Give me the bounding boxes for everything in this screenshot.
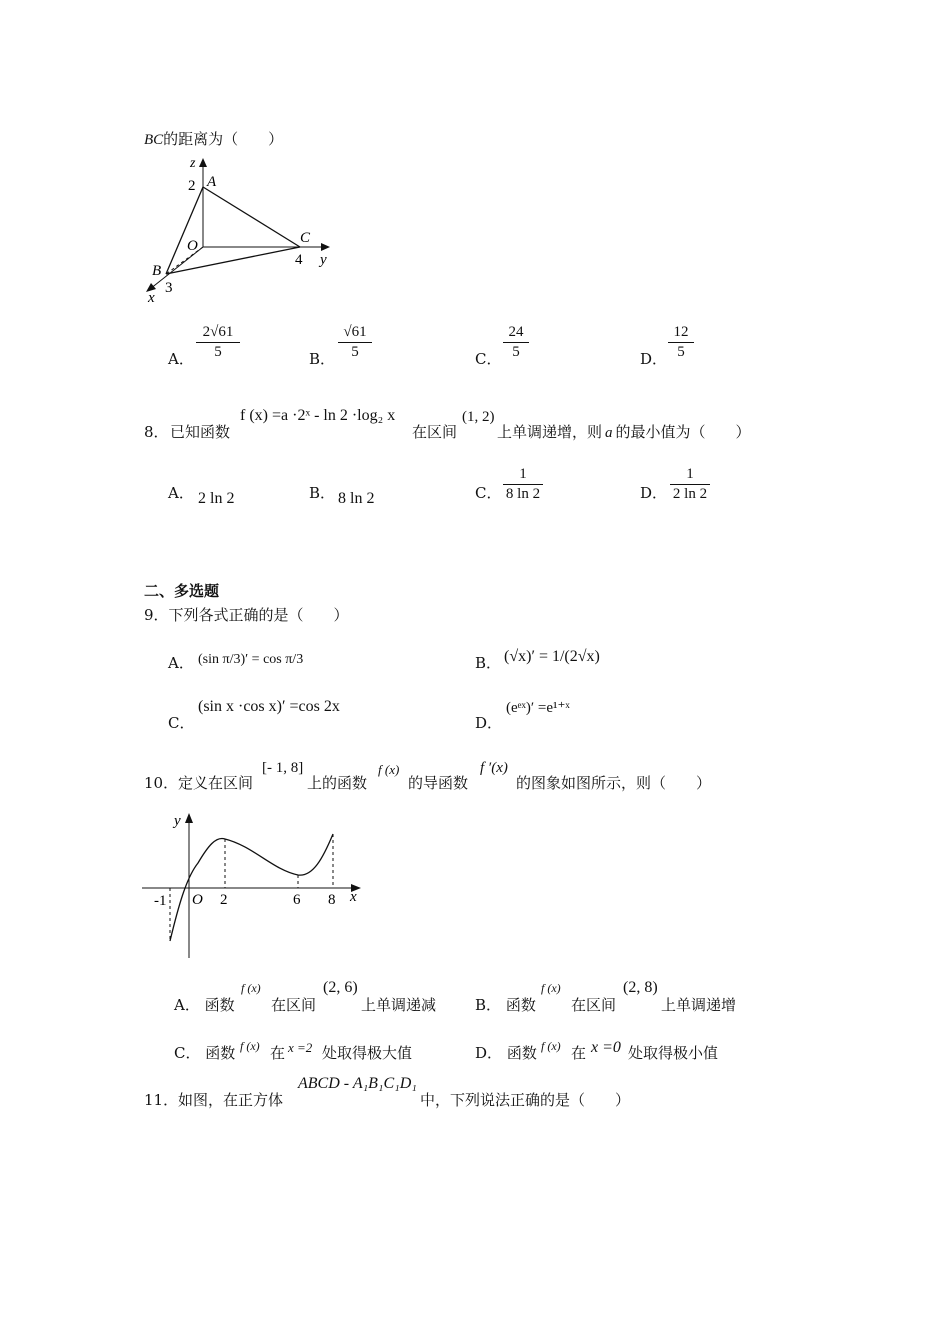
q10-end: 的图象如图所示，则（ ） bbox=[516, 774, 712, 792]
graph-x-label: x bbox=[350, 889, 357, 905]
q10-option-a-fx: f (x) bbox=[241, 981, 261, 995]
q10-fpx: f ′(x) bbox=[480, 760, 508, 776]
q10-option-b-text3: 上单调递增 bbox=[661, 996, 737, 1014]
q10-option-c-label: C． bbox=[174, 1044, 201, 1062]
q10-option-b-text2: 在区间 bbox=[571, 996, 617, 1014]
tick-z: 2 bbox=[188, 178, 196, 194]
q10-option-b bbox=[475, 994, 536, 1015]
q10-option-c bbox=[174, 1042, 235, 1063]
point-o-label: O bbox=[187, 238, 198, 254]
q10-option-b-text1: 函数 bbox=[505, 996, 536, 1014]
q10-option-d-text2: 在 bbox=[571, 1044, 587, 1062]
q10-number: 10． bbox=[144, 774, 179, 792]
q8-option-c-label: C． bbox=[475, 484, 502, 502]
q7-option-c-fraction bbox=[503, 324, 529, 361]
q10-fx: f (x) bbox=[378, 762, 400, 777]
q7-stem bbox=[144, 128, 283, 149]
q10-option-a-text3: 上单调递减 bbox=[361, 996, 437, 1014]
q8-tail-text: 上单调递增，则 bbox=[497, 423, 603, 441]
q7-option-b-num: √61 bbox=[338, 324, 372, 343]
graph-origin-label: O bbox=[192, 892, 203, 908]
q8-option-a-label: A． bbox=[168, 484, 194, 502]
q9-stem: 9．下列各式正确的是（ ） bbox=[144, 606, 349, 624]
point-a-label: A bbox=[207, 174, 217, 190]
q10-option-c-text2: 在 bbox=[270, 1044, 286, 1062]
q10-interval: [- 1, 8] bbox=[262, 760, 304, 776]
q9-option-d-label: D． bbox=[475, 714, 503, 732]
q10-derivative-graph bbox=[138, 808, 368, 966]
tick-x: 3 bbox=[165, 280, 173, 296]
q8-option-d-fraction bbox=[670, 466, 710, 503]
q9-option-b-label: B． bbox=[475, 654, 502, 672]
q10-option-c-text1: 函数 bbox=[205, 1044, 236, 1062]
q8-option-b-value: 8 ln 2 bbox=[338, 490, 375, 507]
axis-z-label: z bbox=[190, 156, 196, 171]
point-c-label: C bbox=[300, 230, 311, 246]
q8-lead: 已知函数 bbox=[170, 423, 231, 441]
point-b-label: B bbox=[152, 263, 162, 279]
axis-y-label: y bbox=[320, 252, 327, 268]
graph-tick-neg1: -1 bbox=[154, 893, 167, 909]
section-title-multiple-choice: 二、多选题 bbox=[144, 582, 220, 600]
q10-option-d-cond: x =0 bbox=[591, 1039, 621, 1056]
q8-option-a-value: 2 ln 2 bbox=[198, 490, 235, 507]
q10-option-a bbox=[174, 994, 235, 1015]
q7-option-d-fraction bbox=[668, 324, 694, 361]
q9-option-a-label: A． bbox=[168, 654, 194, 672]
q10-option-d bbox=[475, 1042, 537, 1063]
q8-option-c-den: 8 ln 2 bbox=[505, 486, 541, 502]
q10-option-d-fx: f (x) bbox=[541, 1039, 561, 1053]
q8-end: 的最小值为（ ） bbox=[615, 423, 751, 441]
q10-option-c-cond: x =2 bbox=[288, 1040, 313, 1055]
q10-option-a-interval: (2, 6) bbox=[323, 979, 358, 996]
q9-option-c-label: C． bbox=[168, 714, 195, 732]
q7-option-a-fraction bbox=[196, 324, 240, 361]
q7-stem-var: BC bbox=[144, 132, 164, 148]
q7-option-b-fraction bbox=[338, 324, 372, 361]
q7-option-b-label: B． bbox=[309, 350, 336, 368]
q8-var: a bbox=[605, 425, 613, 441]
q10-option-b-interval: (2, 8) bbox=[623, 979, 658, 996]
q8-formula: f (x) =a ·2ˣ - ln 2 ·log₂ x bbox=[240, 407, 396, 424]
q8-option-b-label: B． bbox=[309, 484, 336, 502]
q7-option-c-label: C． bbox=[475, 350, 502, 368]
q8-option-d-num: 1 bbox=[670, 466, 710, 485]
q10-mid1: 上的函数 bbox=[307, 774, 368, 792]
tick-y: 4 bbox=[295, 252, 303, 268]
graph-y-label: y bbox=[174, 813, 181, 829]
q10-lead: 定义在区间 bbox=[178, 774, 254, 792]
axis-x-label: x bbox=[148, 290, 155, 306]
q10-option-d-text3: 处取得极小值 bbox=[628, 1044, 719, 1062]
q7-option-d-den: 5 bbox=[677, 344, 685, 360]
q8-option-c-num: 1 bbox=[503, 466, 543, 485]
q7-option-c-num: 24 bbox=[503, 324, 529, 343]
graph-tick-6: 6 bbox=[293, 892, 301, 908]
q10-option-a-text1: 函数 bbox=[204, 996, 235, 1014]
q7-option-c-den: 5 bbox=[512, 344, 520, 360]
q10-option-d-text1: 函数 bbox=[506, 1044, 537, 1062]
q11-number: 11． bbox=[144, 1091, 179, 1109]
q11-lead: 如图，在正方体 bbox=[178, 1091, 284, 1109]
q9-option-a-expr: (sin π/3)′ = cos π/3 bbox=[198, 652, 304, 667]
q7-stem-text: 的距离为（ ） bbox=[163, 130, 284, 148]
q8-option-d-den: 2 ln 2 bbox=[672, 486, 708, 502]
q10-option-a-label: A． bbox=[174, 996, 200, 1014]
q7-3d-figure bbox=[138, 152, 348, 307]
q7-option-d-label: D． bbox=[640, 350, 668, 368]
q10-option-c-text3: 处取得极大值 bbox=[322, 1044, 413, 1062]
q8-option-c-fraction bbox=[503, 466, 543, 503]
q10-option-d-label: D． bbox=[475, 1044, 503, 1062]
q11-cube: ABCD - A₁B₁C₁D₁ bbox=[298, 1075, 417, 1092]
graph-tick-2: 2 bbox=[220, 892, 228, 908]
q7-option-b-den: 5 bbox=[351, 344, 359, 360]
q9-option-c-expr: (sin x ·cos x)′ =cos 2x bbox=[198, 698, 340, 715]
q8-number: 8． bbox=[144, 423, 169, 441]
q8-interval: (1, 2) bbox=[462, 409, 495, 425]
q8-mid: 在区间 bbox=[412, 423, 458, 441]
q7-option-a-den: 5 bbox=[214, 344, 222, 360]
q10-option-b-fx: f (x) bbox=[541, 981, 561, 995]
q8-option-d-label: D． bbox=[640, 484, 668, 502]
q7-option-d-num: 12 bbox=[668, 324, 694, 343]
q10-option-b-label: B． bbox=[475, 996, 502, 1014]
q7-option-a-label: A． bbox=[168, 350, 194, 368]
q9-option-d-expr: (eᵉˣ)′ =e¹⁺ˣ bbox=[506, 700, 570, 716]
q11-end: 中，下列说法正确的是（ ） bbox=[420, 1091, 631, 1109]
graph-tick-8: 8 bbox=[328, 892, 336, 908]
q10-mid2: 的导函数 bbox=[408, 774, 469, 792]
q9-option-b-expr: (√x)′ = 1/(2√x) bbox=[504, 648, 600, 665]
q10-option-c-fx: f (x) bbox=[240, 1039, 260, 1053]
q8-tail bbox=[497, 421, 751, 442]
q10-option-a-text2: 在区间 bbox=[271, 996, 317, 1014]
q7-option-a-num: 2√61 bbox=[196, 324, 240, 343]
